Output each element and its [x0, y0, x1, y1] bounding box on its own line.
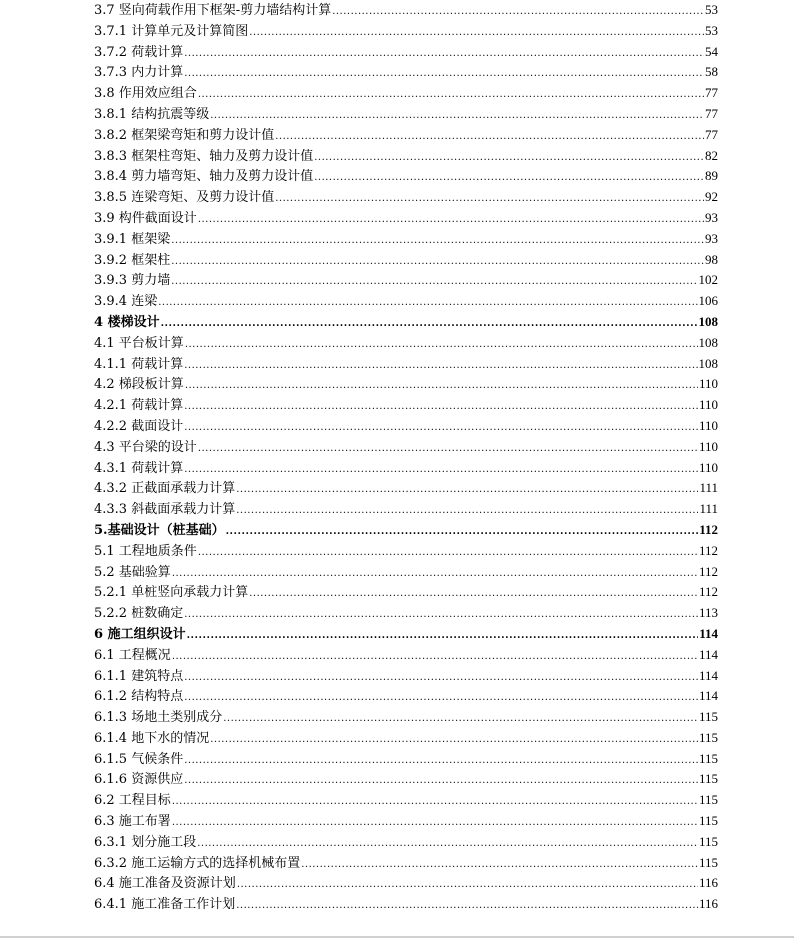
- toc-entry-title: 3.9.2 框架柱: [94, 252, 171, 268]
- toc-entry-title: 4.2.2 截面设计: [94, 418, 184, 434]
- toc-entry[interactable]: [94, 728, 718, 749]
- toc-dot-leader: [237, 875, 698, 896]
- toc-dot-leader: [184, 688, 698, 709]
- toc-entry[interactable]: [94, 83, 718, 104]
- toc-entry-page-number: 115: [698, 750, 718, 766]
- toc-dot-leader: [275, 127, 704, 148]
- toc-entry-title: 4.1 平台板计算: [94, 335, 184, 351]
- toc-entry-title: 6.1 工程概况: [94, 647, 171, 663]
- toc-entry-page-number: 53: [705, 2, 718, 17]
- toc-entry-page-number: 58: [705, 64, 718, 80]
- toc-entry-page-number: 115: [698, 813, 718, 829]
- toc-entry-title: 6.1.3 场地土类别成分: [94, 710, 223, 726]
- toc-entry[interactable]: [94, 749, 718, 770]
- toc-entry-title: 4.3 平台梁的设计: [94, 439, 197, 455]
- toc-dot-leader: [185, 335, 698, 356]
- toc-entry-title: 3.8.1 结构抗震等级: [94, 106, 210, 122]
- toc-dot-leader: [223, 709, 698, 730]
- toc-dot-leader: [198, 85, 704, 106]
- toc-dot-leader: [226, 522, 699, 543]
- toc-entry-page-number: 111: [699, 480, 718, 496]
- toc-entry[interactable]: [94, 312, 718, 333]
- toc-entry[interactable]: [94, 686, 718, 707]
- toc-entry[interactable]: [94, 62, 718, 83]
- toc-dot-leader: [332, 2, 704, 23]
- toc-entry-page-number: 115: [698, 854, 718, 870]
- toc-dot-leader: [185, 376, 698, 397]
- toc-dot-leader: [198, 439, 698, 460]
- toc-entry-page-number: 112: [699, 521, 718, 537]
- toc-entry-title: 5.1 工程地质条件: [94, 543, 197, 559]
- toc-entry-page-number: 102: [698, 272, 718, 288]
- toc-dot-leader: [184, 668, 698, 689]
- toc-dot-leader: [210, 106, 704, 127]
- toc-entry-page-number: 114: [698, 667, 718, 683]
- toc-entry-title: 3.8 作用效应组合: [94, 86, 197, 102]
- toc-entry-title: 3.9.3 剪力墙: [94, 273, 171, 289]
- toc-entry-title: 4 楼梯设计: [94, 314, 160, 330]
- toc-entry[interactable]: [94, 104, 718, 125]
- toc-entry[interactable]: [94, 395, 718, 416]
- toc-entry[interactable]: [94, 707, 718, 728]
- toc-entry[interactable]: [94, 832, 718, 853]
- toc-entry-title: 5.2.1 单桩竖向承载力计算: [94, 585, 249, 601]
- toc-entry-page-number: 115: [698, 729, 718, 745]
- toc-dot-leader: [236, 896, 698, 917]
- toc-entry-page-number: 113: [698, 605, 718, 621]
- toc-entry[interactable]: [94, 416, 718, 437]
- toc-entry[interactable]: [94, 520, 718, 541]
- toc-entry-title: 4.2 梯段板计算: [94, 377, 184, 393]
- toc-dot-leader: [172, 647, 698, 668]
- toc-entry[interactable]: [94, 333, 718, 354]
- toc-entry[interactable]: [94, 562, 718, 583]
- toc-dot-leader: [184, 460, 698, 481]
- toc-dot-leader: [198, 210, 704, 231]
- toc-entry-page-number: 77: [705, 105, 718, 121]
- table-of-contents: [94, 0, 718, 915]
- toc-entry-page-number: 110: [698, 459, 718, 475]
- toc-entry-title: 6.1.1 建筑特点: [94, 668, 184, 684]
- toc-dot-leader: [275, 189, 704, 210]
- toc-entry-page-number: 116: [698, 875, 718, 891]
- toc-entry-page-number: 110: [698, 397, 718, 413]
- toc-entry[interactable]: [94, 229, 718, 250]
- toc-entry[interactable]: [94, 291, 718, 312]
- toc-dot-leader: [184, 418, 698, 439]
- toc-dot-leader: [187, 626, 699, 647]
- toc-dot-leader: [197, 834, 698, 855]
- toc-entry-page-number: 108: [698, 355, 718, 371]
- toc-entry-title: 3.9 构件截面设计: [94, 210, 197, 226]
- toc-entry-title: 3.7.2 荷载计算: [94, 44, 184, 60]
- toc-entry-page-number: 115: [698, 709, 718, 725]
- toc-entry[interactable]: [94, 894, 718, 915]
- toc-dot-leader: [172, 792, 698, 813]
- toc-entry[interactable]: [94, 354, 718, 375]
- toc-entry-title: 3.9.1 框架梁: [94, 231, 171, 247]
- toc-dot-leader: [314, 148, 704, 169]
- toc-entry-page-number: 77: [705, 126, 718, 142]
- toc-entry-page-number: 116: [698, 896, 718, 912]
- toc-entry[interactable]: [94, 270, 718, 291]
- toc-dot-leader: [184, 397, 698, 418]
- toc-entry-title: 6.4 施工准备及资源计划: [94, 876, 236, 892]
- toc-entry-page-number: 106: [698, 293, 718, 309]
- toc-entry[interactable]: [94, 42, 718, 63]
- toc-dot-leader: [236, 480, 698, 501]
- toc-entry-title: 3.9.4 连梁: [94, 294, 158, 310]
- toc-dot-leader: [184, 751, 698, 772]
- toc-entry[interactable]: [94, 146, 718, 167]
- toc-dot-leader: [249, 584, 698, 605]
- toc-entry-title: 6.1.2 结构特点: [94, 689, 184, 705]
- toc-entry[interactable]: [94, 790, 718, 811]
- toc-entry-title: 6.1.5 气候条件: [94, 751, 184, 767]
- toc-entry-page-number: 82: [705, 147, 718, 163]
- toc-entry-title: 6.3.2 施工运输方式的选择机械布置: [94, 855, 301, 871]
- toc-dot-leader: [236, 501, 698, 522]
- toc-entry[interactable]: [94, 166, 718, 187]
- toc-dot-leader: [184, 771, 698, 792]
- toc-entry-page-number: 89: [705, 168, 718, 184]
- toc-dot-leader: [172, 564, 698, 585]
- toc-entry-title: 3.8.5 连梁弯矩、及剪力设计值: [94, 190, 275, 206]
- toc-dot-leader: [171, 272, 697, 293]
- toc-entry[interactable]: [94, 125, 718, 146]
- toc-entry-page-number: 108: [698, 334, 718, 350]
- toc-entry-page-number: 92: [705, 189, 718, 205]
- toc-entry-title: 6 施工组织设计: [94, 626, 186, 642]
- toc-dot-leader: [184, 356, 697, 377]
- toc-entry-page-number: 93: [705, 209, 718, 225]
- toc-entry-page-number: 114: [698, 688, 718, 704]
- toc-entry-title: 6.1.6 资源供应: [94, 772, 184, 788]
- toc-entry[interactable]: [94, 624, 718, 645]
- toc-entry-page-number: 110: [698, 417, 718, 433]
- toc-dot-leader: [184, 605, 698, 626]
- toc-entry-page-number: 54: [705, 43, 718, 59]
- toc-entry-title: 3.8.2 框架梁弯矩和剪力设计值: [94, 127, 275, 143]
- toc-entry[interactable]: [94, 0, 718, 21]
- toc-entry-page-number: 98: [705, 251, 718, 267]
- toc-entry-title: 6.3 施工布署: [94, 814, 171, 830]
- toc-entry-page-number: 114: [698, 646, 718, 662]
- toc-entry-title: 3.7.1 计算单元及计算简图: [94, 23, 249, 39]
- toc-entry[interactable]: [94, 666, 718, 687]
- toc-entry-page-number: 112: [698, 563, 718, 579]
- toc-dot-leader: [171, 252, 704, 273]
- toc-entry[interactable]: [94, 645, 718, 666]
- toc-dot-leader: [184, 64, 704, 85]
- toc-entry[interactable]: [94, 208, 718, 229]
- toc-entry[interactable]: [94, 769, 718, 790]
- toc-entry[interactable]: [94, 541, 718, 562]
- toc-entry-title: 5.2 基础验算: [94, 564, 171, 580]
- toc-entry-title: 4.1.1 荷载计算: [94, 356, 184, 372]
- toc-entry-title: 6.2 工程目标: [94, 793, 171, 809]
- toc-entry[interactable]: [94, 458, 718, 479]
- toc-entry-page-number: 115: [698, 771, 718, 787]
- toc-entry-page-number: 108: [698, 313, 718, 329]
- toc-entry-title: 6.4.1 施工准备工作计划: [94, 897, 236, 913]
- toc-entry[interactable]: [94, 250, 718, 271]
- toc-entry-title: 4.3.1 荷载计算: [94, 460, 184, 476]
- toc-entry-page-number: 110: [698, 376, 718, 392]
- toc-entry-page-number: 93: [705, 230, 718, 246]
- toc-entry-title: 3.8.3 框架柱弯矩、轴力及剪力设计值: [94, 148, 314, 164]
- toc-entry-page-number: 112: [698, 542, 718, 558]
- toc-entry-title: 3.7 竖向荷载作用下框架-剪力墙结构计算: [94, 3, 332, 18]
- toc-entry-page-number: 111: [699, 501, 718, 517]
- toc-entry-page-number: 115: [698, 792, 718, 808]
- toc-entry[interactable]: [94, 437, 718, 458]
- toc-dot-leader: [184, 44, 704, 65]
- toc-entry-title: 3.7.3 内力计算: [94, 65, 184, 81]
- toc-entry-title: 5.2.2 桩数确定: [94, 606, 184, 622]
- toc-entry-title: 4.3.2 正截面承载力计算: [94, 481, 236, 497]
- toc-entry-title: 5.基础设计（桩基础）: [94, 522, 225, 538]
- toc-entry-title: 6.3.1 划分施工段: [94, 834, 197, 850]
- toc-entry-title: 3.8.4 剪力墙弯矩、轴力及剪力设计值: [94, 169, 314, 185]
- toc-entry-page-number: 77: [705, 85, 718, 101]
- toc-entry-page-number: 115: [698, 833, 718, 849]
- toc-entry-page-number: 114: [699, 625, 718, 641]
- toc-entry[interactable]: [94, 603, 718, 624]
- toc-entry-page-number: 112: [698, 584, 718, 600]
- toc-entry[interactable]: [94, 873, 718, 894]
- toc-entry-title: 4.3.3 斜截面承载力计算: [94, 502, 236, 518]
- toc-entry[interactable]: [94, 582, 718, 603]
- toc-entry[interactable]: [94, 187, 718, 208]
- toc-dot-leader: [171, 231, 704, 252]
- toc-entry-title: 4.2.1 荷载计算: [94, 398, 184, 414]
- toc-entry[interactable]: [94, 853, 718, 874]
- toc-dot-leader: [249, 23, 704, 44]
- toc-entry-page-number: 110: [698, 438, 718, 454]
- toc-dot-leader: [198, 543, 698, 564]
- toc-entry[interactable]: [94, 478, 718, 499]
- toc-dot-leader: [210, 730, 698, 751]
- toc-dot-leader: [314, 168, 704, 189]
- toc-entry[interactable]: [94, 811, 718, 832]
- toc-dot-leader: [172, 813, 698, 834]
- toc-entry[interactable]: [94, 499, 718, 520]
- toc-entry[interactable]: [94, 21, 718, 42]
- toc-dot-leader: [158, 293, 697, 314]
- toc-dot-leader: [161, 314, 698, 335]
- toc-entry-page-number: 53: [705, 22, 718, 38]
- toc-entry-title: 6.1.4 地下水的情况: [94, 730, 210, 746]
- toc-entry[interactable]: [94, 374, 718, 395]
- toc-dot-leader: [301, 855, 698, 876]
